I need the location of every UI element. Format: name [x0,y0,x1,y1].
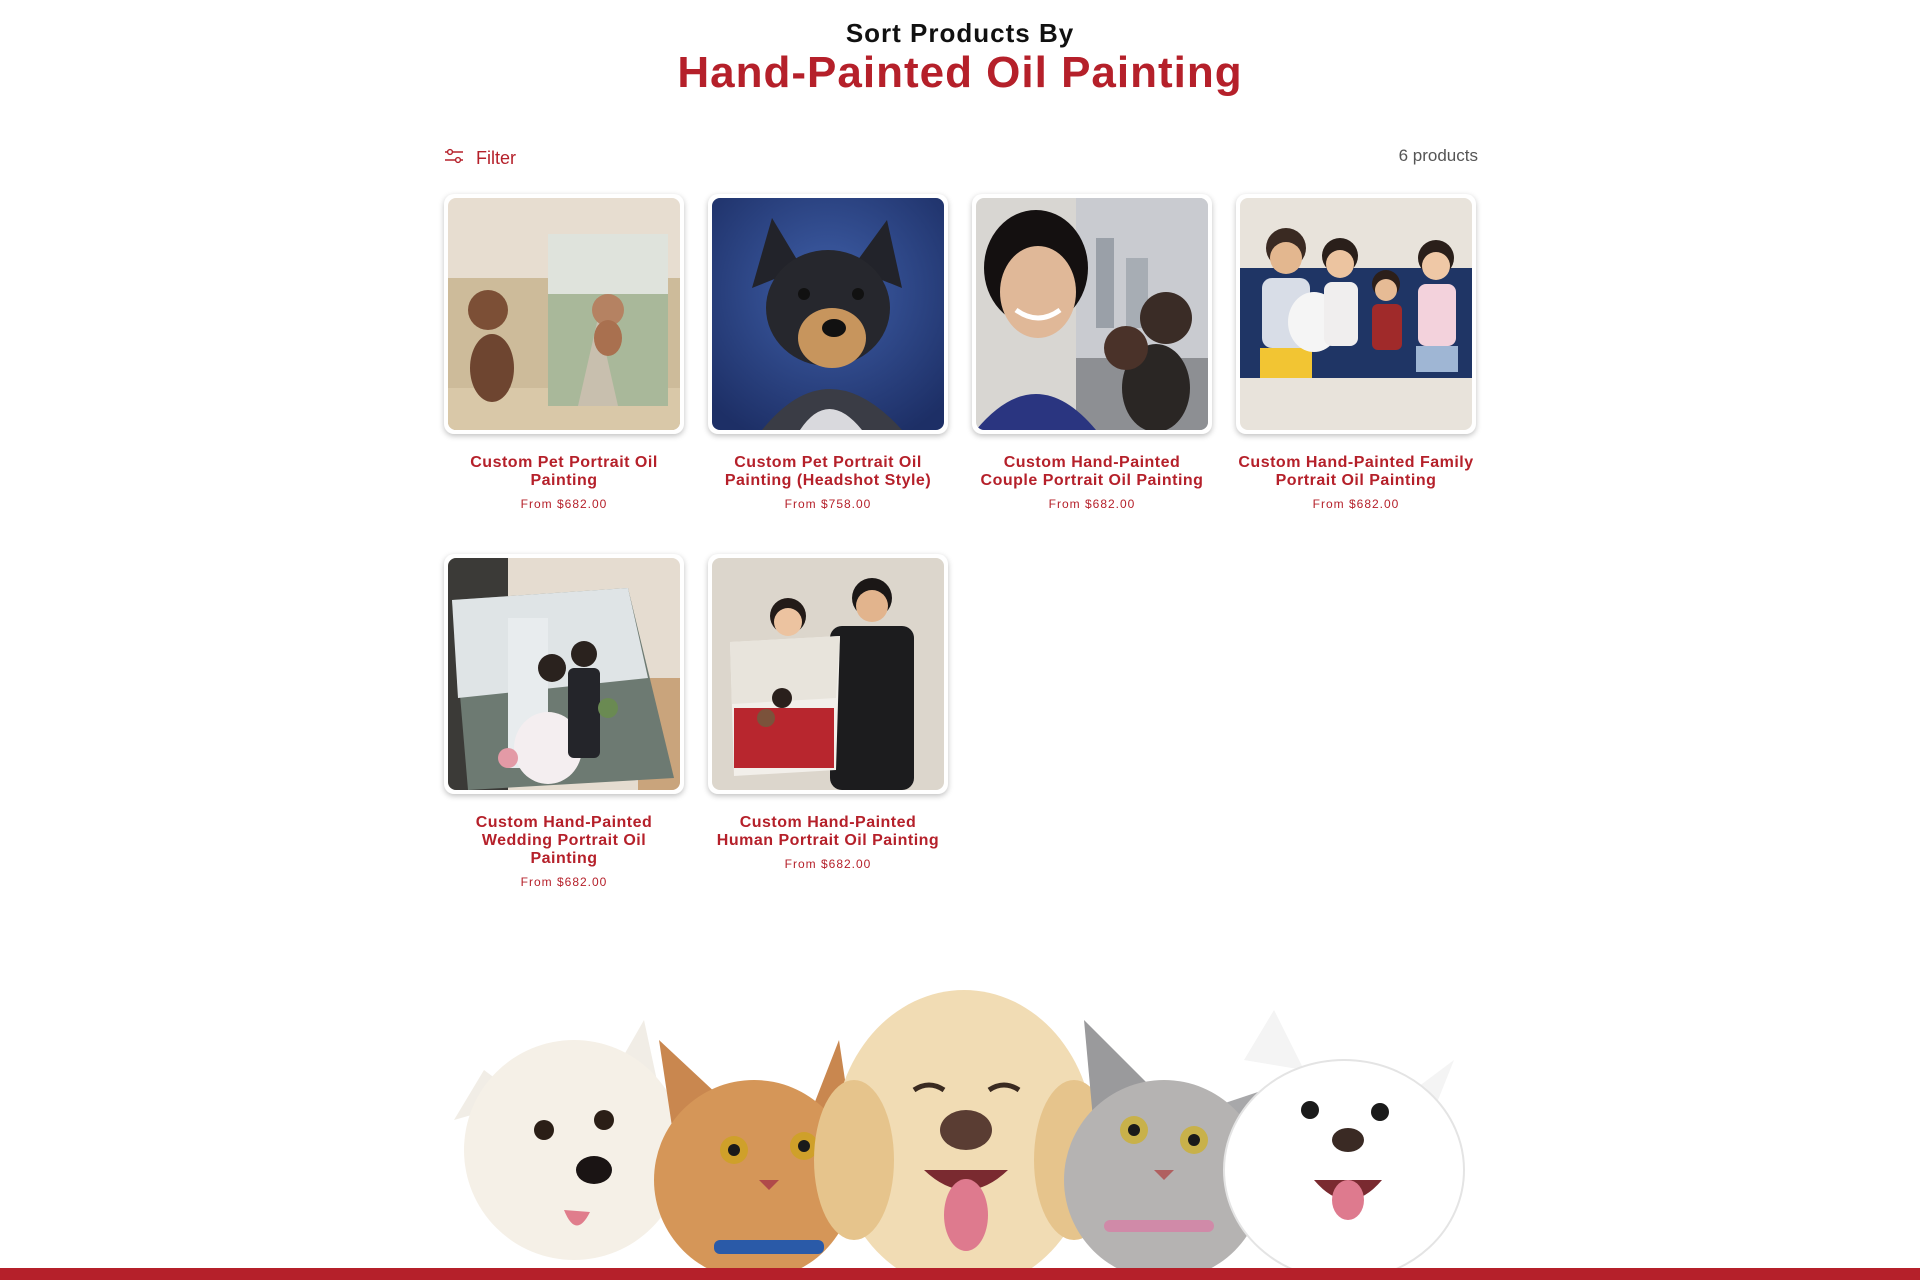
product-image[interactable] [972,194,1212,434]
product-image[interactable] [444,554,684,794]
golden-retriever-illustration [814,990,1114,1270]
westie-illustration [1224,1010,1464,1270]
product-card[interactable] [1236,194,1476,511]
product-card[interactable] [972,194,1212,511]
product-title[interactable]: Custom Hand-Painted Couple Portrait Oil Painting [980,454,1204,489]
footer-accent-bar [0,1268,1920,1280]
product-card[interactable] [444,194,684,511]
product-price: From $682.00 [1312,497,1400,511]
terrier-illustration [454,1020,684,1260]
product-count: 6 products [1398,146,1478,165]
product-image[interactable] [708,554,948,794]
product-card[interactable] [444,554,684,889]
filter-label: Filter [476,148,516,168]
product-card[interactable] [708,194,948,511]
filter-button[interactable] [444,146,516,171]
product-title[interactable]: Custom Hand-Painted Human Portrait Oil Painting [716,814,940,849]
pet-illustration-banner [444,980,1478,1270]
product-title[interactable]: Custom Hand-Painted Wedding Portrait Oil Painting [475,814,653,867]
product-image[interactable] [708,194,948,434]
product-image[interactable] [444,194,684,434]
header-eyebrow: Sort Products By [845,18,1075,48]
product-card[interactable] [708,554,948,871]
collection-toolbar [444,140,1478,176]
product-price: From $682.00 [1048,497,1136,511]
product-price: From $758.00 [784,497,872,511]
product-title[interactable]: Custom Pet Portrait Oil Painting (Headshot Style) [724,454,932,489]
collection-title: Hand-Painted Oil Painting [677,48,1243,97]
product-price: From $682.00 [784,857,872,871]
filter-sliders-icon [444,146,464,171]
product-title[interactable]: Custom Pet Portrait Oil Painting [470,454,658,489]
product-image[interactable] [1236,194,1476,434]
product-price: From $682.00 [520,497,608,511]
product-price: From $682.00 [520,875,608,889]
product-title[interactable]: Custom Hand-Painted Family Portrait Oil Painting [1238,454,1474,489]
